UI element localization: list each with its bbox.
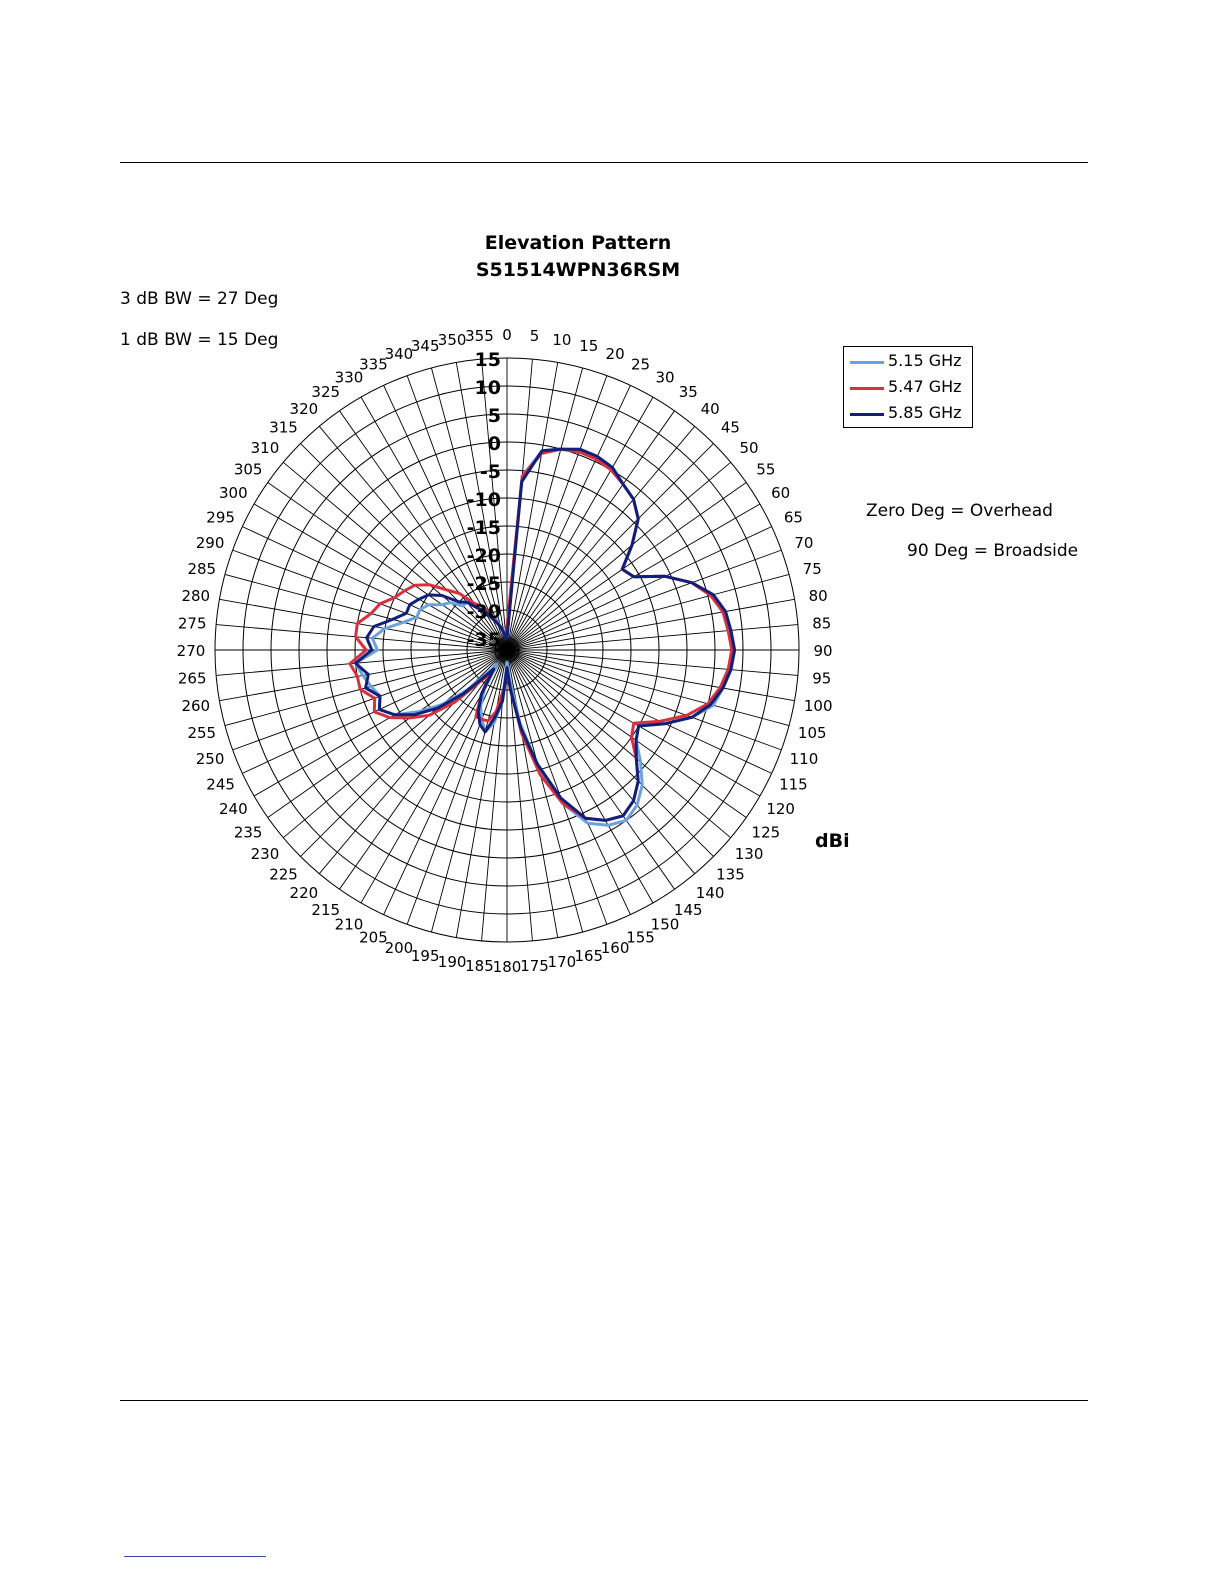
- grid-spoke: [507, 550, 781, 650]
- angle-tick-label: 0: [502, 326, 512, 344]
- angle-tick-label: 50: [739, 438, 759, 457]
- angle-tick-label: 185: [465, 956, 494, 975]
- angle-tick-label: 115: [779, 775, 808, 794]
- angle-tick-label: 350: [437, 330, 467, 349]
- angle-tick-label: 325: [311, 383, 341, 402]
- grid-spoke: [507, 650, 630, 915]
- angle-tick-label: 25: [631, 355, 651, 374]
- note-1db-beamwidth: 1 dB BW = 15 Deg: [120, 330, 279, 350]
- angle-tick-label: 135: [716, 865, 745, 884]
- angle-tick-label: 215: [311, 900, 341, 919]
- angle-tick-label: 275: [177, 614, 207, 633]
- radial-tick-label: -30: [466, 601, 501, 623]
- polar-grid: [215, 355, 799, 942]
- angle-tick-label: 305: [233, 460, 263, 479]
- angle-tick-label: 35: [678, 383, 698, 402]
- chart-subtitle: S51514WPN36RSM: [475, 259, 681, 281]
- angle-tick-label: 190: [437, 953, 467, 972]
- angle-tick-label: 130: [734, 845, 764, 864]
- angle-tick-label: 270: [176, 642, 206, 660]
- angle-tick-label: 230: [250, 845, 280, 864]
- grid-spoke: [507, 650, 798, 675]
- angle-tick-label: 200: [384, 938, 414, 957]
- radial-tick-label: 15: [474, 349, 501, 371]
- angle-tick-label: 150: [650, 915, 680, 934]
- angle-tick-label: 245: [206, 775, 235, 794]
- angle-tick-label: 330: [334, 368, 364, 387]
- angle-tick-label: 5: [529, 327, 540, 346]
- angle-tick-label: 355: [465, 327, 494, 346]
- legend-label: 5.15 GHz: [888, 351, 962, 370]
- radial-tick-label: -35: [466, 629, 501, 651]
- angle-tick-label: 170: [547, 953, 577, 972]
- radial-tick-labels: [467, 349, 501, 651]
- angle-tick-label: 70: [794, 533, 814, 552]
- angle-tick-label: 205: [359, 928, 388, 947]
- angle-tick-label: 315: [269, 418, 298, 437]
- angle-tick-label: 155: [626, 928, 655, 947]
- radial-tick-label: -10: [466, 489, 501, 511]
- radial-tick-label: 0: [487, 433, 501, 455]
- angle-tick-label: 10: [552, 330, 572, 349]
- angle-tick-label: 255: [187, 723, 217, 742]
- legend-label: 5.47 GHz: [888, 377, 962, 396]
- angle-tick-label: 310: [250, 438, 280, 457]
- angle-tick-label: 125: [751, 823, 781, 842]
- grid-spoke: [507, 625, 798, 650]
- grid-spoke: [507, 385, 630, 650]
- angle-tick-label: 280: [181, 587, 211, 606]
- angle-tick-label: 40: [700, 399, 720, 418]
- grid-spoke: [507, 574, 789, 650]
- note-90-deg: 90 Deg = Broadside: [907, 541, 1079, 561]
- angle-tick-label: 175: [520, 956, 549, 975]
- radial-tick-label: 5: [487, 405, 501, 427]
- angle-tick-label: 120: [766, 800, 795, 818]
- angle-tick-label: 85: [812, 614, 832, 633]
- radial-tick-label: -20: [466, 545, 501, 567]
- angle-tick-label: 80: [808, 587, 828, 606]
- angle-tick-label: 65: [783, 508, 803, 527]
- angle-tick-label: 225: [269, 865, 298, 884]
- angle-tick-label: 340: [384, 345, 414, 364]
- legend: [843, 346, 973, 428]
- grid-spoke: [507, 376, 607, 650]
- chart-title: Elevation Pattern: [484, 232, 672, 254]
- angle-tick-label: 295: [206, 508, 235, 527]
- angle-tick-label: 210: [334, 915, 364, 934]
- angle-tick-label: 160: [600, 938, 630, 957]
- angle-tick-label: 250: [195, 750, 225, 769]
- angle-tick-label: 300: [219, 484, 248, 502]
- angle-tick-label: 345: [410, 336, 440, 355]
- legend-label: 5.85 GHz: [888, 403, 962, 422]
- angle-tick-label: 145: [673, 900, 703, 919]
- angle-tick-label: 195: [410, 947, 440, 966]
- note-3db-beamwidth: 3 dB BW = 27 Deg: [120, 289, 279, 309]
- angle-tick-label: 45: [720, 418, 740, 437]
- angle-tick-label: 90: [813, 642, 833, 660]
- angle-tick-label: 290: [195, 533, 225, 552]
- angle-tick-label: 320: [289, 399, 319, 418]
- legend-swatch: [850, 413, 884, 416]
- angle-tick-label: 220: [289, 884, 319, 903]
- legend-item: [848, 349, 972, 375]
- grid-spoke: [507, 650, 789, 726]
- angle-tick-label: 235: [233, 823, 263, 842]
- grid-spoke: [507, 650, 781, 750]
- angle-tick-label: 105: [797, 723, 827, 742]
- angle-tick-label: 15: [579, 336, 599, 355]
- grid-spoke: [384, 650, 507, 915]
- angle-tick-label: 165: [574, 947, 604, 966]
- legend-item: [848, 375, 972, 401]
- legend-item: [848, 401, 972, 427]
- angle-tick-label: 30: [655, 368, 675, 387]
- radial-tick-label: -15: [466, 517, 501, 539]
- grid-spoke: [507, 650, 607, 924]
- angle-tick-label: 285: [187, 560, 217, 579]
- angle-tick-label: 265: [177, 669, 207, 688]
- angle-tick-label: 180: [492, 958, 522, 976]
- grid-spoke: [507, 650, 583, 932]
- radial-tick-label: -25: [466, 573, 501, 595]
- grid-spoke: [407, 650, 507, 924]
- angle-tick-label: 60: [771, 484, 791, 502]
- radial-tick-label: -5: [479, 461, 501, 483]
- legend-swatch: [850, 361, 884, 364]
- legend-swatch: [850, 387, 884, 390]
- angle-tick-label: 75: [802, 560, 822, 579]
- angle-tick-label: 100: [803, 696, 833, 715]
- angle-tick-label: 140: [695, 884, 725, 903]
- unit-label: dBi: [815, 830, 850, 852]
- angle-tick-label: 110: [789, 750, 819, 769]
- angle-tick-label: 335: [359, 355, 388, 374]
- radial-tick-label: 10: [474, 377, 501, 399]
- angle-tick-label: 55: [756, 460, 776, 479]
- angle-tick-label: 240: [219, 800, 248, 818]
- angle-tick-label: 260: [181, 696, 211, 715]
- angle-tick-label: 95: [812, 669, 832, 688]
- note-zero-deg: Zero Deg = Overhead: [866, 501, 1053, 521]
- angle-tick-label: 20: [605, 345, 625, 364]
- grid-spoke: [233, 650, 507, 750]
